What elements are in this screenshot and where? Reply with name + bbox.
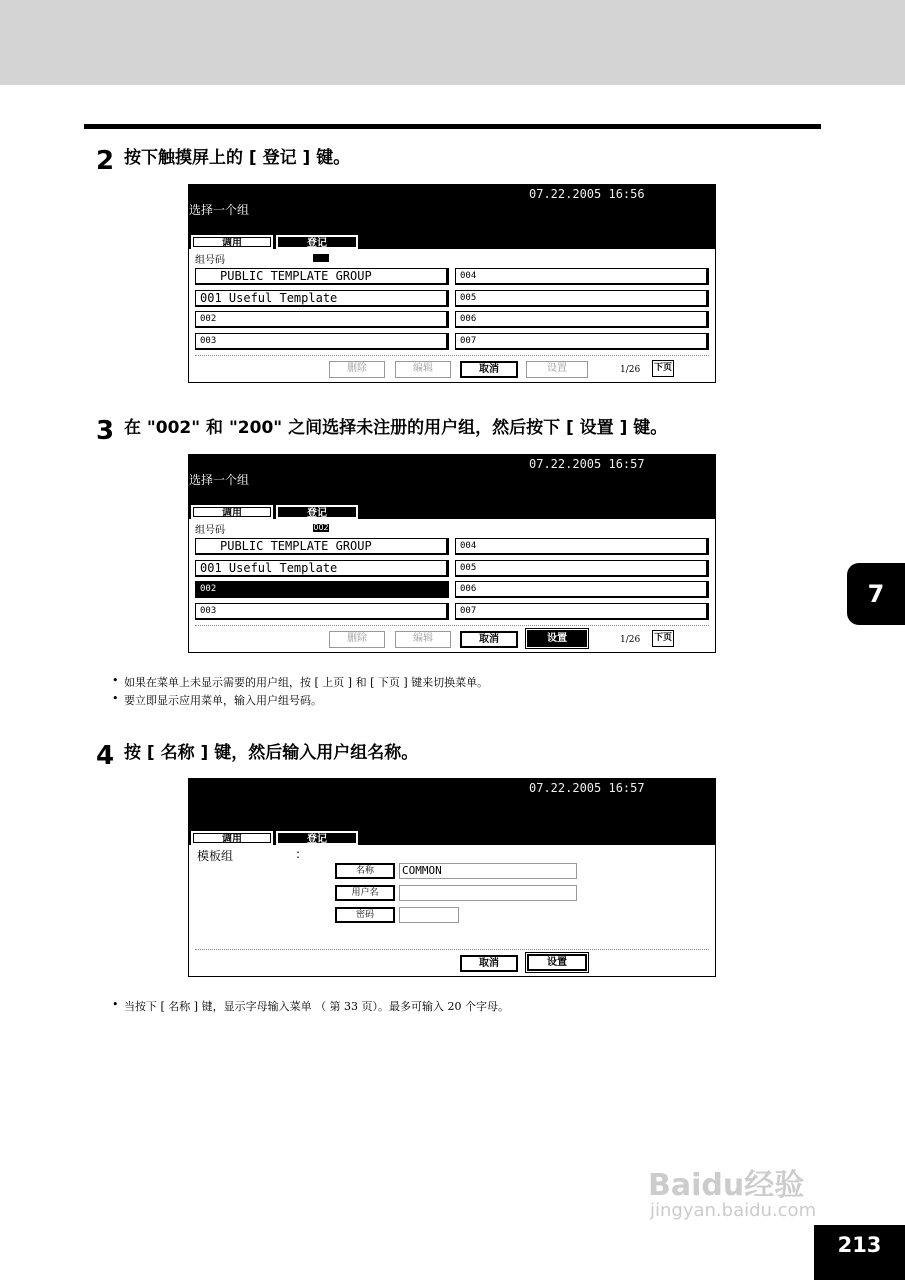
tab-register[interactable]: 登记 (276, 505, 358, 519)
group-row-003[interactable]: 003 (195, 333, 449, 350)
screen-title: 选择一个组 (189, 203, 250, 217)
password-field[interactable] (399, 907, 459, 923)
edit-button[interactable]: 编辑 (395, 631, 451, 648)
tab-bar (191, 831, 358, 845)
step-number: 4 (96, 741, 115, 771)
tab-bar (191, 235, 358, 249)
edit-button[interactable]: 编辑 (395, 361, 451, 378)
screen-title: 选择一个组 (189, 473, 250, 487)
group-row-006[interactable]: 006 (455, 311, 709, 328)
group-code-field: 002 (313, 523, 329, 532)
next-page-button[interactable]: 下页 (652, 630, 674, 647)
group-row-007[interactable]: 007 (455, 603, 709, 620)
step-text: 按 [ 名称 ] 键，然后输入用户组名称。 (124, 743, 419, 763)
note-item: • 当按下 [ 名称 ] 键，显示字母输入菜单 （ 第 33 页）。最多可输入 20 个字母。 (124, 998, 509, 1014)
page-indicator: 1/26 (620, 365, 641, 375)
cancel-button[interactable]: 取消 (460, 361, 518, 378)
group-row-004[interactable]: 004 (455, 268, 709, 285)
next-page-button[interactable]: 下页 (652, 360, 674, 377)
template-group-label: 模板组 (197, 849, 234, 863)
group-code-field (313, 254, 329, 262)
group-code-label: 组号码 (195, 255, 225, 266)
tab-register[interactable]: 登记 (276, 831, 358, 845)
step-2 (96, 143, 350, 176)
touch-screen-name-entry (188, 778, 716, 977)
footer-divider (195, 625, 709, 626)
watermark-brand: Baidu经验 (648, 1168, 805, 1203)
step-text: 在 "002" 和 "200" 之间选择未注册的用户组，然后按下 [ 设置 ] 键。 (124, 418, 668, 438)
group-row-001[interactable]: 001 Useful Template (195, 560, 449, 577)
watermark-url: jingyan.baidu.com (650, 1200, 817, 1221)
page-indicator: 1/26 (620, 635, 641, 645)
password-button[interactable]: 密码 (335, 907, 395, 923)
group-row-003[interactable]: 003 (195, 603, 449, 620)
step-4 (96, 738, 418, 771)
label-colon: : (296, 847, 301, 861)
delete-button[interactable]: 删除 (329, 361, 385, 378)
group-row-006[interactable]: 006 (455, 581, 709, 598)
name-button[interactable]: 名称 (335, 863, 395, 879)
group-row-001[interactable]: 001 Useful Template (195, 290, 449, 307)
group-row-004[interactable]: 004 (455, 538, 709, 555)
page-number: 213 (814, 1225, 905, 1280)
footer-divider (195, 355, 709, 356)
group-row-public[interactable]: PUBLIC TEMPLATE GROUP (195, 268, 449, 285)
cancel-button[interactable]: 取消 (460, 631, 518, 648)
note-item: • 如果在菜单上未显示需要的用户组，按 [ 上页 ] 和 [ 下页 ] 键来切换菜单。 (124, 674, 488, 690)
step-number: 2 (96, 146, 115, 176)
group-row-002-selected[interactable]: 002 (195, 581, 449, 598)
user-name-button[interactable]: 用户名 (335, 885, 395, 901)
group-row-002[interactable]: 002 (195, 311, 449, 328)
screen-header (189, 455, 715, 519)
set-button[interactable]: 设置 (527, 954, 587, 971)
step-number: 3 (96, 416, 115, 446)
step-text: 按下触摸屏上的 [ 登记 ] 键。 (124, 148, 351, 168)
screen-header (189, 779, 715, 845)
user-name-field[interactable] (399, 885, 577, 901)
screen-header (189, 185, 715, 249)
cancel-button[interactable]: 取消 (460, 955, 518, 972)
datetime: 07.22.2005 16:57 (529, 457, 645, 471)
touch-screen-register (188, 184, 716, 383)
tab-recall[interactable]: 调用 (191, 831, 273, 845)
tab-recall[interactable]: 调用 (191, 505, 273, 519)
touch-screen-select (188, 454, 716, 653)
datetime: 07.22.2005 16:57 (529, 781, 645, 795)
step-3 (96, 413, 667, 446)
name-field[interactable]: COMMON (399, 863, 577, 879)
group-row-007[interactable]: 007 (455, 333, 709, 350)
group-row-005[interactable]: 005 (455, 560, 709, 577)
footer-divider (195, 949, 709, 950)
datetime: 07.22.2005 16:56 (529, 187, 645, 201)
group-row-public[interactable]: PUBLIC TEMPLATE GROUP (195, 538, 449, 555)
tab-recall[interactable]: 调用 (191, 235, 273, 249)
group-code-label: 组号码 (195, 525, 225, 536)
note-item: • 要立即显示应用菜单，输入用户组号码。 (124, 692, 322, 708)
tab-bar (191, 505, 358, 519)
section-rule (84, 124, 821, 129)
set-button[interactable]: 设置 (526, 361, 588, 378)
delete-button[interactable]: 删除 (329, 631, 385, 648)
set-button[interactable]: 设置 (527, 630, 587, 647)
tab-register[interactable]: 登记 (276, 235, 358, 249)
chapter-tab: 7 (847, 563, 905, 625)
top-band (0, 0, 905, 85)
group-row-005[interactable]: 005 (455, 290, 709, 307)
